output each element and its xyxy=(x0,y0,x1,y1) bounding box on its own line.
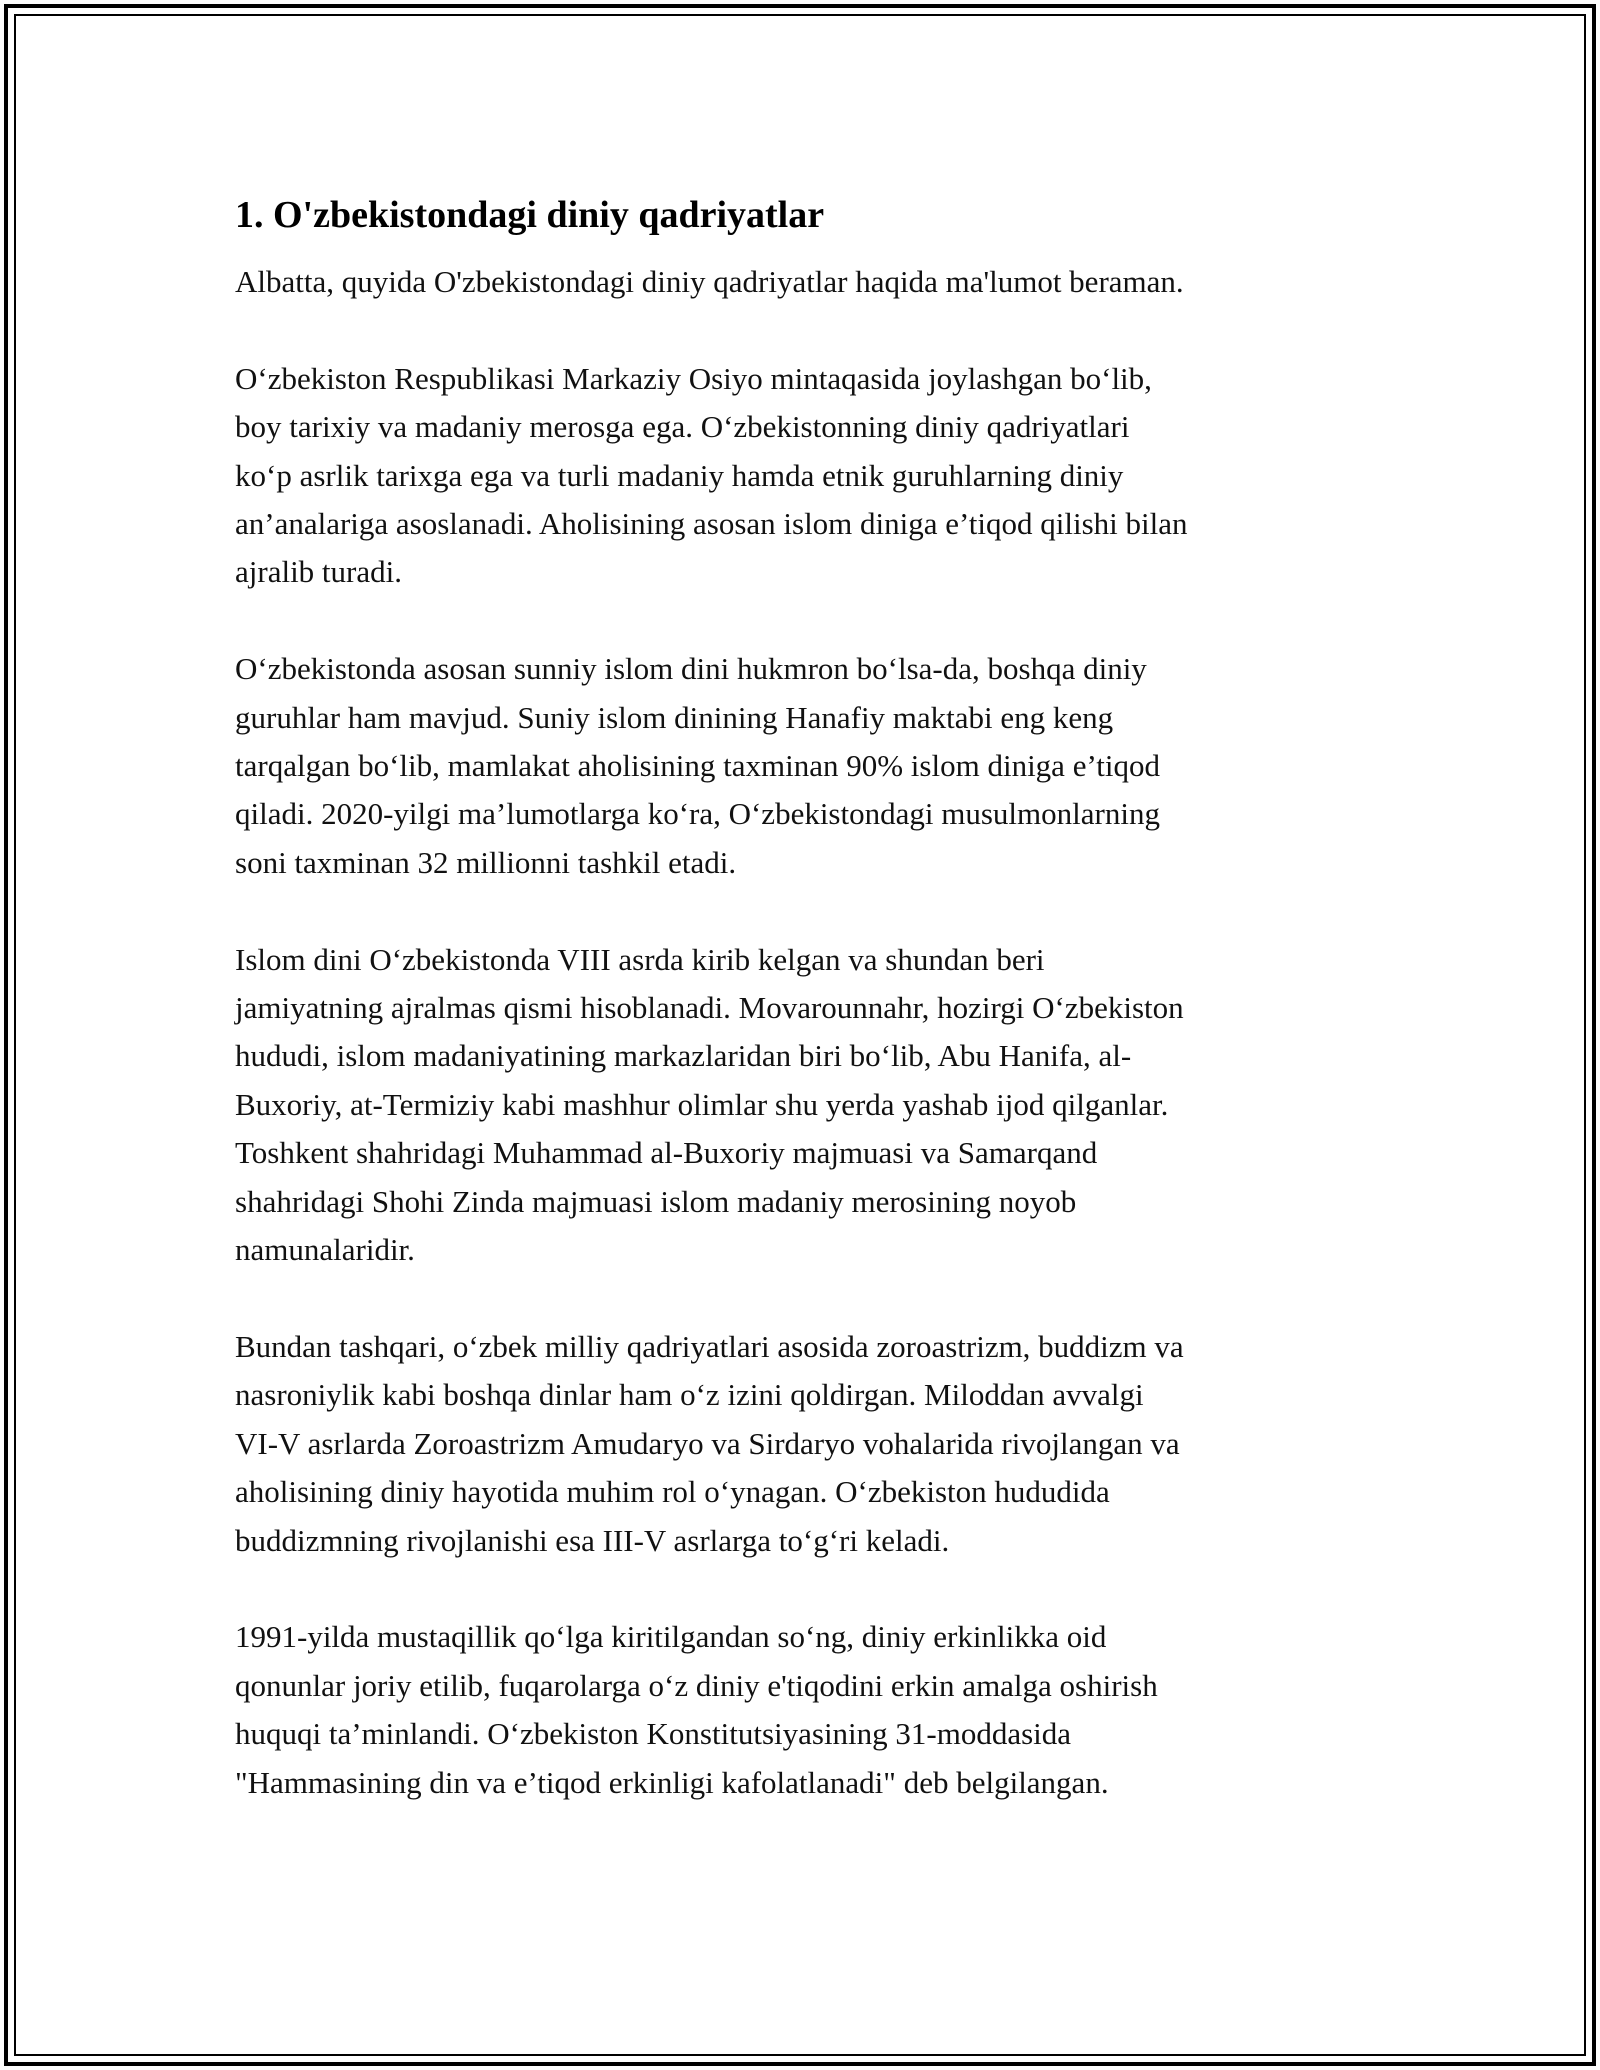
document-body xyxy=(235,186,1385,1855)
paragraph-other-religions: Bundan tashqari, o‘zbek milliy qadriyatlari asosida zoroastrizm, buddizm va nasroniylik kabi boshqa dinlar ham o‘z izini qoldirgan. Miloddan avvalgi VI-V asrlarda Zoroastrizm Amudaryo va Sirdaryo vohalarida rivojlangan va aholisining diniy hayotida muhim rol o‘ynagan. O‘zbekiston hududida buddizmning rivojlanishi esa III-V asrlarga to‘g‘ri keladi. xyxy=(235,1328,1184,1558)
paragraph-overview: O‘zbekiston Respublikasi Markaziy Osiyo mintaqasida joylashgan bo‘lib, boy tarixiy va madaniy merosga ega. O‘zbekistonning diniy qadriyatlari ko‘p asrlik tarixga ega va turli madaniy hamda etnik guruhlarning diniy an’analariga asoslanadi. Aholisining asosan islom diniga e’tiqod qilishi bilan ajralib turadi. xyxy=(235,360,1188,590)
paragraph-intro: Albatta, quyida O'zbekistondagi diniy qadriyatlar haqida ma'lumot beraman. xyxy=(235,264,1184,299)
paragraph-independence: 1991-yilda mustaqillik qo‘lga kiritilgandan so‘ng, diniy erkinlikka oid qonunlar joriy etilib, fuqarolarga o‘z diniy e'tiqodini erkin amalga oshirish huquqi ta’minlandi. O‘zbekiston Konstitutsiyasining 31-moddasida "Hammasining din va e’tiqod erkinligi kafolatlanadi" deb belgilangan. xyxy=(235,1619,1158,1800)
paragraph-islam-history: Islom dini O‘zbekistonda VIII asrda kirib kelgan va shundan beri jamiyatning ajralmas qismi hisoblanadi. Movarounnahr, hozirgi O‘zbekiston hududi, islom madaniyatining markazlaridan biri bo‘lib, Abu Hanifa, al- Buxoriy, at-Termiziy kabi mashhur olimlar shu yerda yashab ijod qilganlar. Toshkent shahridagi Muhammad al-Buxoriy majmuasi va Samarqand shahridagi Shohi Zinda majmuasi islom madaniy merosining noyob namunalaridir. xyxy=(235,941,1184,1268)
document-title: 1. O'zbekistondagi diniy qadriyatlar xyxy=(235,194,825,236)
paragraph-sunni-islam: O‘zbekistonda asosan sunniy islom dini hukmron bo‘lsa-da, boshqa diniy guruhlar ham mavjud. Suniy islom dinining Hanafiy maktabi eng keng tarqalgan bo‘lib, mamlakat aholisining taxminan 90% islom diniga e’tiqod qiladi. 2020-yilgi ma’lumotlarga ko‘ra, O‘zbekistondagi musulmonlarning soni taxminan 32 millionni tashkil etadi. xyxy=(235,651,1160,880)
